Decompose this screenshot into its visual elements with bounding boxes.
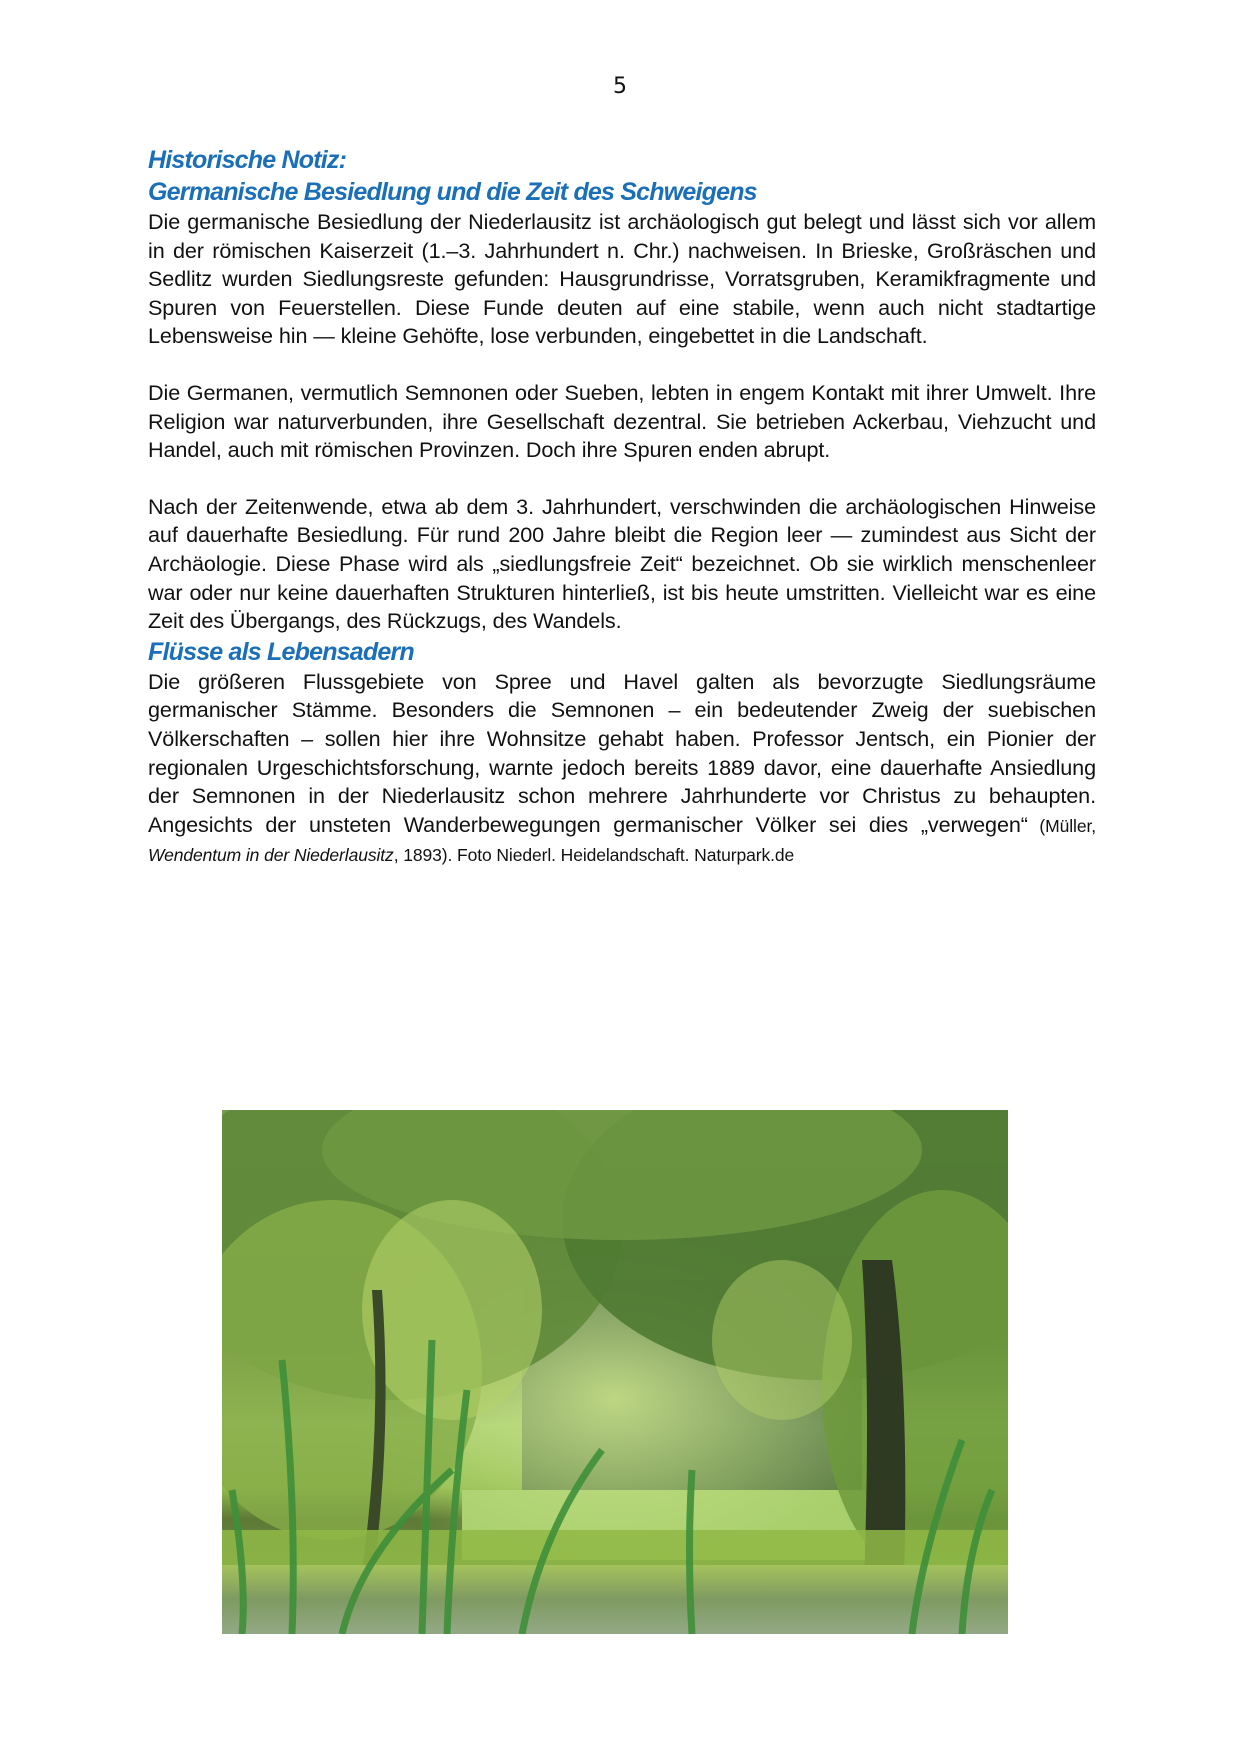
paragraph-settlement-evidence: Die germanische Besiedlung der Niederlausitz ist archäologisch gut belegt und lässt sich vor allem in der römischen Kaiserzeit (1.–3. Jahrhundert n. Chr.) nachweisen. In Brieske, Großräschen und Sedlitz wurden Siedlungsreste gefunden: Hausgrundrisse, Vorratsgruben, Keramikfragmente und Spuren von Feuerstellen. Diese Funde deuten auf eine stabile, wenn auch nicht stadtartige Lebensweise hin — kleine Gehöfte, lose verbunden, eingebettet in die Landschaft. [148,209,1096,349]
section-heading-rivers: Flüsse als Lebensadern [148,637,414,666]
landscape-photo-illustration [222,1110,1008,1634]
paragraph-settlement-free-period: Nach der Zeitenwende, etwa ab dem 3. Jahrhundert, verschwinden die archäologischen Hinweise auf dauerhafte Besiedlung. Für rund 200 Jahre bleibt die Region leer — zumindest aus Sicht der Archäologie. Diese Phase wird als „siedlungsfreie Zeit“ bezeichnet. Ob sie wirklich menschenleer war oder nur keine dauerhaften Strukturen hinterließ, ist bis heute umstritten. Vielleicht war es eine Zeit des Übergangs, des Rückzugs, des Wandels. [148,493,1096,634]
paragraph-rivers [148,668,1096,870]
quote-verwegen: „verwegen“ [920,811,1028,837]
section-heading-germanic-settlement: Germanische Besiedlung und die Zeit des Schweigens [148,178,757,206]
paragraph-germanic-life: Die Germanen, vermutlich Semnonen oder Sueben, lebten in engem Kontakt mit ihrer Umwelt. Ihre Religion war naturverbunden, ihre Gesellschaft dezentral. Sie betrieben Ackerbau, Viehzucht und Handel, auch mit römischen Provinzen. Doch ihre Spuren enden abrupt. [148,379,1096,463]
document-body [148,144,1096,870]
landscape-photo [222,1110,1008,1634]
note-label-heading: Historische Notiz: [148,146,347,174]
citation-title: Wendentum in der Niederlausitz [148,845,394,866]
page-number: 5 [613,74,627,99]
paragraph-rivers-main: Die größeren Flussgebiete von Spree und Havel galten als bevorzugte Siedlungsräume germanischer Stämme. Besonders die Semnonen – ein bedeutender Zweig der suebischen Völkerschaften – sollen hier ihre Wohnsitze gehabt haben. Professor Jentsch, ein Pionier der regionalen Urgeschichtsforschung, warnte jedoch bereits 1889 davor, eine dauerhafte Ansiedlung der Semnonen in der Niederlausitz schon mehrere Jahrhunderte vor Christus zu behaupten. Angesichts der unsteten Wanderbewegungen germanischer Völker sei dies [148,668,1096,837]
citation-suffix: , 1893). Foto Niederl. Heidelandschaft. Naturpark.de [393,845,795,866]
citation-prefix: (Müller, [1027,815,1096,836]
